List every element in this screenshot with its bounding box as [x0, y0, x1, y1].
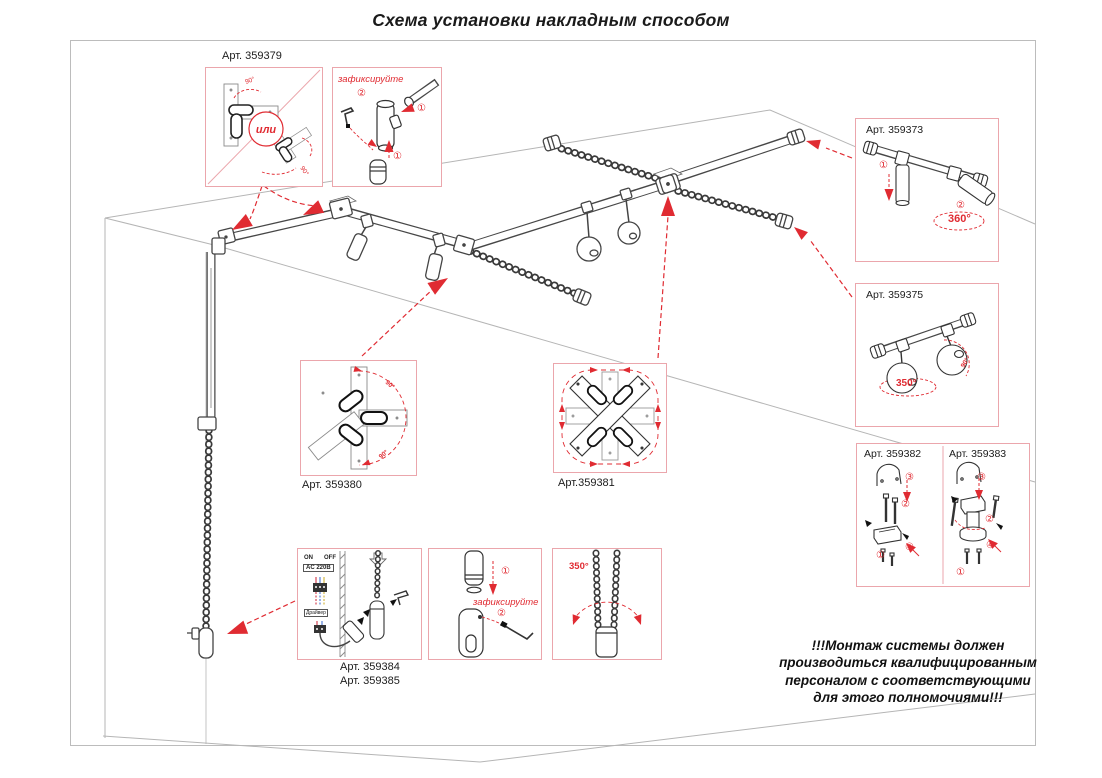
- step-2: ②: [956, 200, 965, 211]
- corner-connector-drawing: [206, 68, 322, 186]
- warning-text: [748, 637, 1068, 706]
- bracket-assembly-drawing: [857, 444, 1029, 586]
- ball-track-drawing: [856, 284, 998, 426]
- step-1: ①: [501, 566, 510, 577]
- step-1: ①: [879, 160, 888, 171]
- callout-art-359384-wiring: [297, 548, 422, 660]
- step-2: ②: [497, 608, 506, 619]
- ac-220-label: AC 220В: [303, 564, 334, 572]
- callout-art-359373: [855, 118, 999, 262]
- step-1: ①: [876, 550, 885, 561]
- fixing-drawing: [333, 68, 441, 186]
- angle-90-top: 90°: [383, 379, 396, 391]
- art-359380-label: Арт. 359380: [302, 479, 362, 491]
- angle-label: 90°: [298, 165, 310, 178]
- or-label: или: [255, 124, 277, 136]
- angle-350: 350°: [896, 378, 917, 389]
- callout-art-359379: [205, 67, 323, 187]
- art-359384-label: Арт. 359384: [340, 661, 400, 673]
- angle-90-bottom: 90°: [377, 448, 390, 461]
- angle-label: 90°: [244, 75, 256, 86]
- driver-label: Драйвер: [306, 610, 326, 616]
- step-3: ③: [977, 472, 986, 483]
- art-359375-label: Арт. 359375: [866, 289, 924, 301]
- warning-line-3: персоналом с соответствующими: [785, 672, 1031, 688]
- callout-fix-top: [332, 67, 442, 187]
- angle-360: 360°: [948, 213, 971, 225]
- step-1: ①: [417, 103, 426, 114]
- step-4: ④: [905, 542, 914, 553]
- step-2: ②: [985, 514, 994, 525]
- art-359383-label: Арт. 359383: [949, 448, 1007, 460]
- callout-art-359382-359383: [856, 443, 1030, 587]
- supply-cable: [320, 633, 350, 647]
- switch-off-label: OFF: [324, 555, 336, 561]
- fix-caption: зафиксируйте: [338, 74, 404, 85]
- terminal-blocks: [313, 577, 327, 633]
- art-359381-label: Арт.359381: [558, 477, 615, 489]
- step-1b: ①: [393, 151, 402, 162]
- art-359382-label: Арт. 359382: [864, 448, 922, 460]
- step-2: ②: [901, 499, 910, 510]
- spot-track-drawing: [856, 119, 998, 261]
- art-359373-label: Арт. 359373: [866, 124, 924, 136]
- warning-line-4: для этого полномочиями!!!: [813, 689, 1003, 705]
- step-4: ④: [986, 540, 995, 551]
- warning-line-1: !!!Монтаж системы должен: [811, 638, 1005, 653]
- allen-key-icon: [505, 626, 533, 639]
- step-1: ①: [956, 567, 965, 578]
- callout-art-359381: [553, 363, 667, 473]
- star-plate-drawing: [554, 364, 666, 472]
- callout-fix-bottom: [428, 548, 542, 660]
- callout-chain-rotation: [552, 548, 662, 660]
- callout-art-359375: [855, 283, 999, 427]
- switch-on-label: ON: [304, 555, 313, 561]
- art-359379-label: Арт. 359379: [222, 50, 282, 62]
- warning-line-2: производиться квалифицированным: [779, 655, 1037, 671]
- art-359385-label: Арт. 359385: [340, 675, 400, 687]
- cross-plate-drawing: [301, 361, 416, 475]
- page-title: Схема установки накладным способом: [372, 10, 730, 30]
- step-3: ③: [905, 472, 914, 483]
- callout-art-359380: [300, 360, 417, 476]
- allen-key-icon: [394, 591, 408, 605]
- step-2: ②: [357, 88, 366, 99]
- angle-90: 90°: [959, 357, 971, 370]
- angle-350: 350°: [569, 561, 589, 572]
- fix-caption: зафиксируйте: [473, 597, 539, 608]
